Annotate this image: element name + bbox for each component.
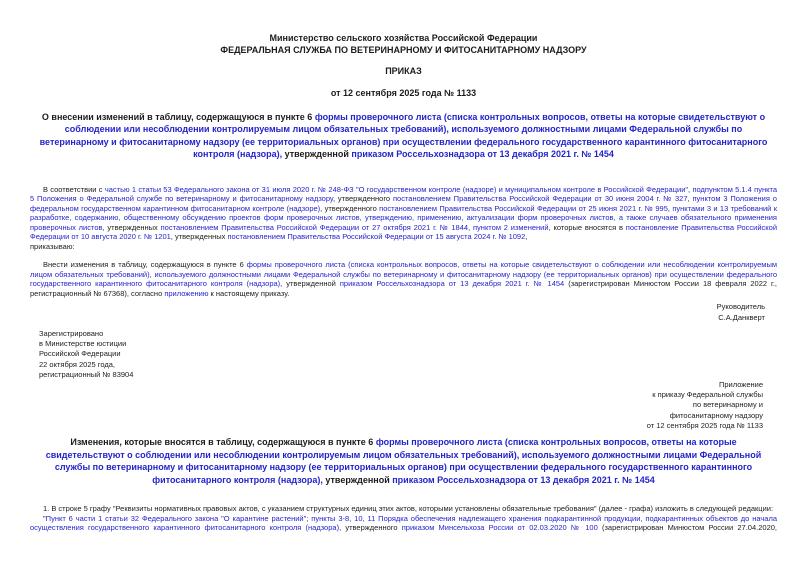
appendix-reference [30,380,777,431]
doc-link[interactable]: пунктом 2 изменений [472,222,549,232]
doc-link[interactable]: приказом Россельхознадзора от 13 декабря 2021 г. № 1454 [339,279,565,289]
agency-name: ФЕДЕРАЛЬНАЯ СЛУЖБА ПО ВЕТЕРИНАРНОМУ И ФИТОСАНИТАРНОМУ НАДЗОРУ [220,44,587,55]
doc-line: 22 октября 2025 года, [39,359,115,369]
prikaz-word: приказываю: [30,241,75,251]
doc-link[interactable]: приказом Россельхознадзора от 13 декабря 2021 г. № 1454 [392,475,655,486]
doc-line: от 12 сентября 2025 года № 1133 [646,420,763,430]
preamble-paragraph [30,185,777,242]
text-segment: , утвержденного [320,203,380,213]
text-segment: , утвержденного [332,194,393,204]
doc-line: по ветеринарному и [692,400,763,410]
text-segment: , которые вносятся в [548,222,626,232]
doc-link[interactable]: пунктом 3 Положения о федеральном государственном карантинном фитосанитарном контроле (надзоре) [30,194,777,213]
ministry-name: Министерство сельского хозяйства Российской Федерации [269,33,538,43]
doc-line: Российской Федерации [39,349,121,359]
text-segment: к настоящему приказу. [208,288,290,298]
text-segment: , [688,184,693,194]
doc-link[interactable]: формы проверочного листа (списка контрольных вопросов, ответы на которые свидетельствуют о соблюдении или несоблюдении контролируемым лицом обязательных требований), используемого должностными лицами Федеральной службы по ветеринарному и фитосанитарному надзору (ее территориальных органов) при осуществлении федерального государственного карантинного фитосанитарного контроля (надзора), [45,436,762,486]
text-segment: , утвержденных [170,232,228,242]
text-segment: (зарегистрирован Минюстом России 27.04.2020, [597,523,777,533]
signature-block [30,302,777,323]
text-segment: (зарегистрирован Минюстом России 18 февраля 2022 г., регистрационный № 67368), согласно [30,279,778,298]
doc-link[interactable]: Пункт 6 части 1 статьи 32 Федерального закона "О карантине растений" [45,513,307,523]
doc-type: ПРИКАЗ [385,66,422,76]
text-segment: В соответствии с [43,184,105,194]
doc-link[interactable]: приказом Минсельхоза России от 02.03.2020 № 100 [401,523,598,533]
doc-link[interactable]: частью 1 статьи 53 Федерального закона от 31 июля 2020 г. № 248-ФЗ "О государственном контроле (надзоре) и муниципальном контроле в Российской Федерации" [104,184,689,194]
doc-date: от 12 сентября 2025 года № 1133 [330,87,477,98]
text-segment: , [468,222,473,232]
doc-link[interactable]: подпунктом 5.1.4 пункта 5 Положения о Федеральной службе по ветеринарному и фитосанитарному надзору [30,184,777,204]
appendix-title [30,436,777,487]
amendment-item-1: 1. В строке 5 графу "Реквизиты нормативных правовых актов, с указанием структурных единиц этих актов, которыми установлены обязательные требования" (далее - графа) изложить в следующей редакции: [43,503,774,513]
document-header [30,33,777,99]
signature-role: Руководитель [716,302,765,312]
text-segment: , утвержденных [102,222,161,232]
doc-line: к приказу Федеральной службы [652,390,763,400]
text-segment: Изменения, которые вносятся в таблицу, содержащуюся в пункте 6 [70,436,376,447]
doc-link[interactable]: формы проверочного листа (списка контрольных вопросов, ответы на которые свидетельствуют о соблюдении или несоблюдении контролируемым лицом обязательных требований), используемого должностными лицами Федеральной службы по ветеринарному и фитосанитарному надзору (ее территориальных органов) при осуществлении федерального государственного карантинного фитосанитарного контроля (надзора), [39,112,768,160]
doc-link[interactable]: пункты 3-8, 10, 11 Порядка обеспечения надлежащего хранения подкарантинной продукции, подкарантинных объектов до начала осуществления государственного карантинного фитосанитарного контроля (надзора) [30,513,777,533]
text-segment: , [667,203,673,213]
text-segment: " [43,513,46,523]
signature-name: С.А.Данкверт [718,312,765,322]
doc-line: регистрационный № 83904 [39,369,134,379]
text-segment: утвержденной [325,475,393,486]
registration-block [30,329,777,380]
doc-link[interactable]: приложению [164,288,209,298]
text-segment: , утвержденного [339,523,402,533]
doc-link[interactable]: приказом Россельхознадзора от 13 декабря 2021 г. № 1454 [351,149,614,160]
order-title [30,111,777,161]
text-segment: О внесении изменений в таблицу, содержащуюся в пункте 6 [41,112,315,122]
doc-link[interactable]: пунктами 3 и 13 требований к разработке, содержанию, общественному обсуждению проектов форм проверочных листов, утверждению, применению, актуализации форм проверочных листов, а также случаев обязательного применения проверочных листов [30,203,777,232]
doc-link[interactable]: постановлением Правительства Российской Федерации от 25 июня 2021 г. № 995 [379,203,668,213]
text-segment: Внести изменения в таблицу, содержащуюся в пункте 6 [43,260,247,270]
amendment-quote [30,514,777,534]
text-segment: , утвержденной [280,279,340,289]
text-segment: утвержденной [284,149,352,160]
doc-line: Зарегистрировано [39,328,104,338]
doc-line: Приложение [719,379,763,389]
doc-line: в Министерстве юстиции [39,339,127,349]
text-segment: ; [306,513,312,523]
order-paragraph [30,260,777,298]
text-segment: , [525,232,528,242]
doc-link[interactable]: формы проверочного листа (списка контрольных вопросов, ответы на которые свидетельствуют о соблюдении или несоблюдении контролируемым лицом обязательных требований), используемого должностными лицами Федеральной службы по ветеринарному и фитосанитарному надзору (ее территориальных органов) при осуществлении федерального государственного карантинного фитосанитарного контроля (надзора) [30,260,778,289]
doc-link[interactable]: постановлением Правительства Российской Федерации от 15 августа 2024 г. № 1092 [227,232,526,242]
doc-link[interactable]: постановлением Правительства Российской Федерации от 30 июня 2004 г. № 327 [392,194,688,204]
doc-link[interactable]: постановление Правительства Российской Федерации от 10 августа 2020 г. № 1201 [30,222,778,242]
text-segment: , [687,194,693,204]
doc-line: фитосанитарному надзору [669,410,763,420]
doc-link[interactable]: постановлением Правительства Российской Федерации от 27 октября 2021 г. № 1844 [160,222,469,232]
